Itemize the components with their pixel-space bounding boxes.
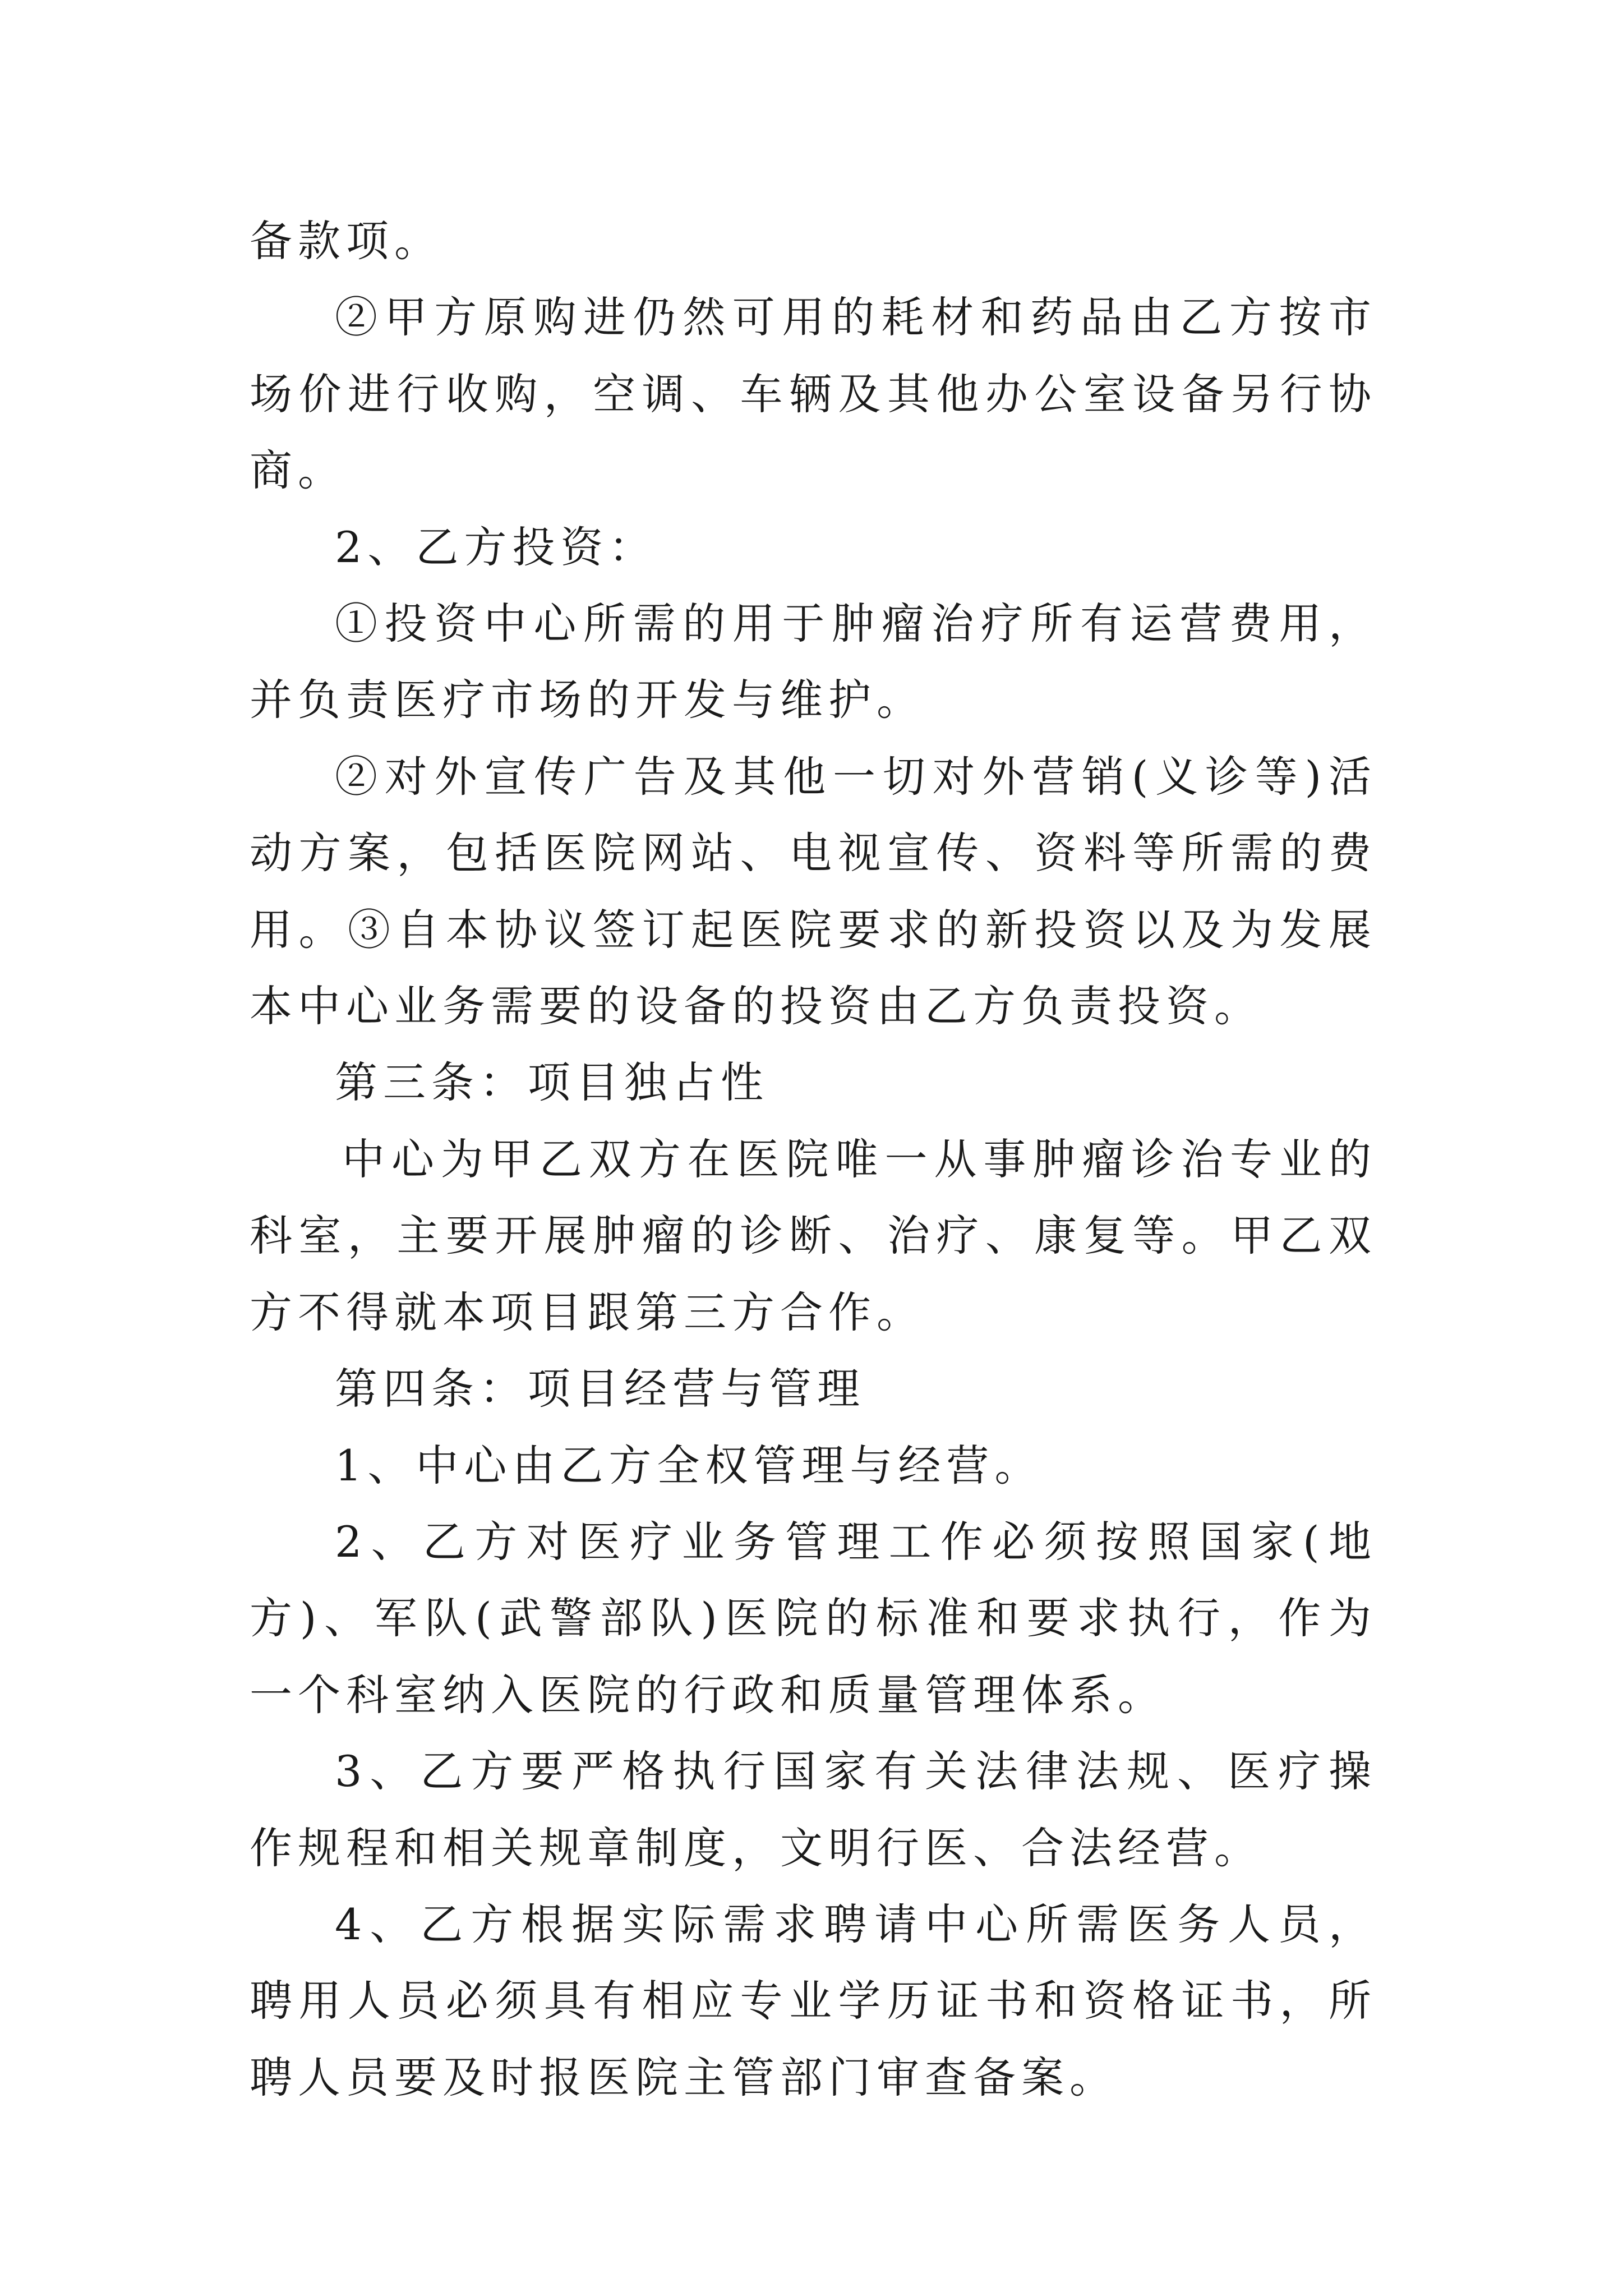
paragraph-advertising-costs: ②对外宣传广告及其他一切对外营销(义诊等)活动方案，包括医院网站、电视宣传、资料等所需的费用。③自本协议签订起医院要求的新投资以及为发展本中心业务需要的设备的投资由乙方负责投资。 [250, 751, 1377, 1032]
paragraph-purchase-consumables: ②甲方原购进仍然可用的耗材和药品由乙方按市场价进行收购，空调、车辆及其他办公室设备另行协商。 [250, 292, 1377, 496]
paragraph-management-4: 4、乙方根据实际需求聘请中心所需医务人员，聘用人员必须具有相应专业学历证书和资格证书，所聘人员要及时报医院主管部门审查备案。 [250, 1899, 1377, 2102]
paragraph-management-1: 1、中心由乙方全权管理与经营。 [335, 1440, 1043, 1490]
paragraph-management-3: 3、乙方要严格执行国家有关法律法规、医疗操作规程和相关规章制度，文明行医、合法经营。 [250, 1746, 1377, 1873]
document-body [250, 203, 1377, 2116]
paragraph-continuation: 备款项。 [250, 216, 442, 266]
article-three-heading: 第三条：项目独占性 [335, 1057, 769, 1108]
article-four-heading: 第四条：项目经营与管理 [335, 1364, 865, 1414]
paragraph-operating-costs: ①投资中心所需的用于肿瘤治疗所有运营费用，并负责医疗市场的开发与维护。 [250, 599, 1377, 725]
paragraph-exclusivity: 中心为甲乙双方在医院唯一从事肿瘤诊治专业的科室，主要开展肿瘤的诊断、治疗、康复等。甲乙双方不得就本项目跟第三方合作。 [250, 1134, 1377, 1337]
paragraph-management-2: 2、乙方对医疗业务管理工作必须按照国家(地方)、军队(武警部队)医院的标准和要求执行，作为一个科室纳入医院的行政和质量管理体系。 [250, 1516, 1377, 1720]
paragraph-party-b-investment-heading: 2、乙方投资： [335, 522, 657, 572]
